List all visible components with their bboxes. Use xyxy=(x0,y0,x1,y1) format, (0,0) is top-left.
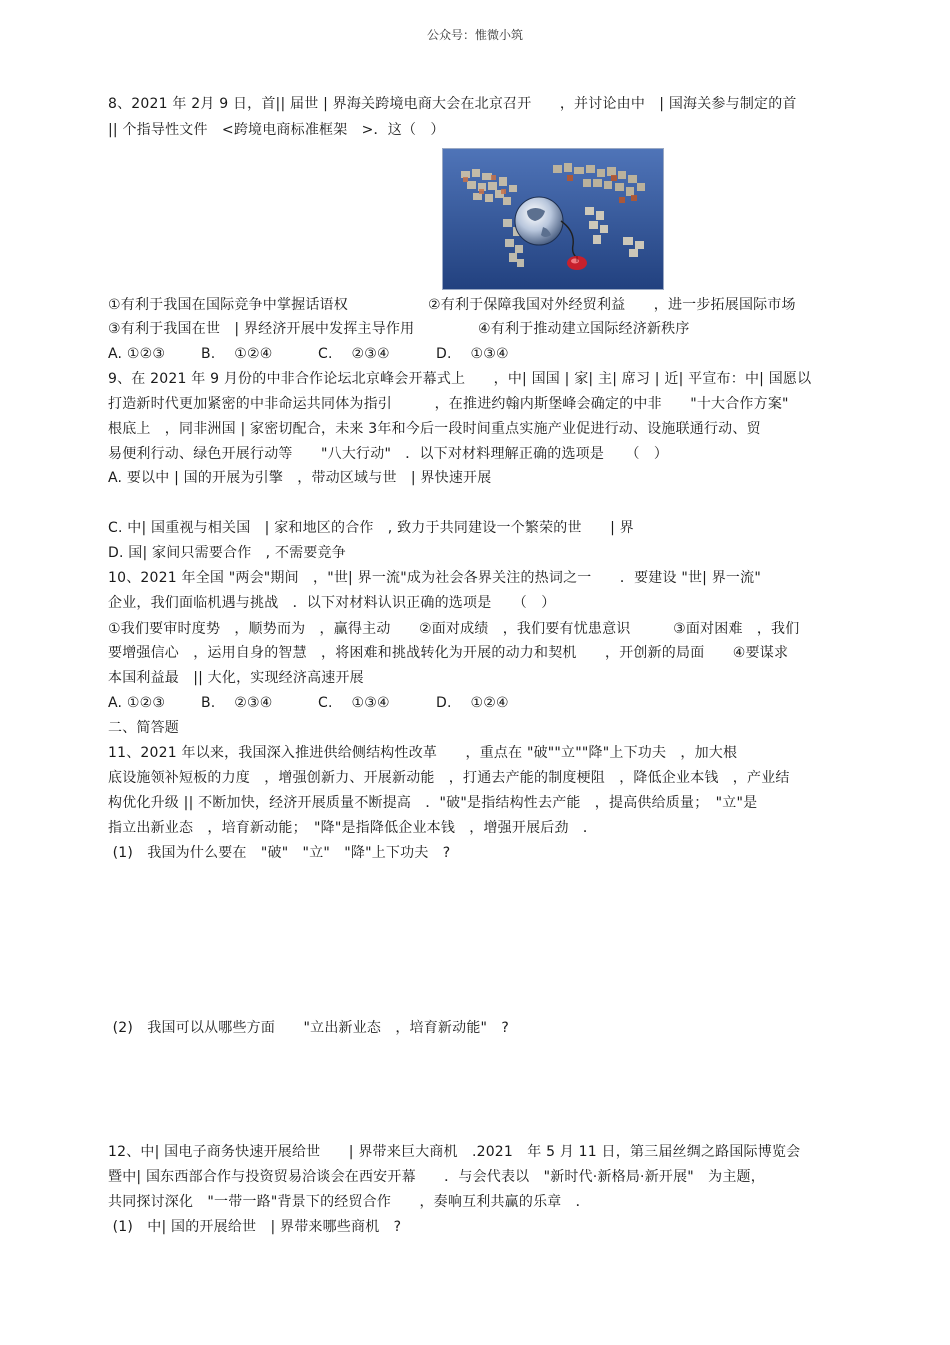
q10-choice-c: C. ①③④ xyxy=(318,695,390,711)
q8-option-2: ②有利于保障我国对外经贸利益 ，进一步拓展国际市场 xyxy=(428,297,796,313)
q12-sub-question-1: (1) 中| 国的开展给世 | 界带来哪些商机 ? xyxy=(108,1219,402,1235)
q10-line-5: 本国利益最 || 大化，实现经济高速开展 xyxy=(108,670,364,686)
q10-choice-d: D. ①②④ xyxy=(436,695,509,711)
q12-line-3: 共同探讨深化 "一带一路"背景下的经贸合作 ，奏响互利共赢的乐章 ． xyxy=(108,1194,590,1210)
q10-line-4: 要增强信心 ，运用自身的智慧 ，将困难和挑战转化为开展的动力和契机 ，开创新的局面 ④要谋求 xyxy=(108,645,789,661)
q9-choice-a: A. 要以中 | 国的开展为引擎 ，带动区域与世 | 界快速开展 xyxy=(108,470,492,486)
q8-line-2: || 个指导性文件 <跨境电商标准框架 >．这（ ） xyxy=(108,122,445,138)
q8-option-1: ①有利于我国在国际竞争中掌握话语权 xyxy=(108,297,348,313)
world-map-collage-image xyxy=(442,148,664,290)
q9-line-4: 易便利行动、绿色开展行动等 "八大行动" ．以下对材料理解正确的选项是 （ ） xyxy=(108,446,669,462)
q8-option-4: ④有利于推动建立国际经济新秩序 xyxy=(478,321,690,337)
q10-choice-b: B. ②③④ xyxy=(201,695,273,711)
q11-line-3: 构优化升级 || 不断加快，经济开展质量不断提高 ．"破"是指结构性去产能 ，提高供给质量； "立"是 xyxy=(108,795,758,811)
q8-choice-a: A. ①②③ xyxy=(108,346,166,362)
q12-line-1: 12、中| 国电子商务快速开展给世 | 界带来巨大商机 .2021 年 5 月 11 日，第三届丝绸之路国际博览会 xyxy=(108,1144,801,1160)
q8-line-1: 8、2021 年 2月 9 日，首|| 届世 | 界海关跨境电商大会在北京召开 ，并讨论由中 | 国海关参与制定的首 xyxy=(108,96,797,112)
q8-option-3: ③有利于我国在世 | 界经济开展中发挥主导作用 xyxy=(108,321,415,337)
q11-line-2: 底设施领补短板的力度 ，增强创新力、开展新动能 ，打通去产能的制度梗阻 ，降低企业本钱 ，产业结 xyxy=(108,770,790,786)
q9-choice-c: C. 中| 国重视与相关国 | 家和地区的合作 , 致力于共同建设一个繁荣的世 | 界 xyxy=(108,520,634,536)
q9-choice-d: D. 国| 家间只需要合作 , 不需要竞争 xyxy=(108,545,346,561)
q10-choice-a: A. ①②③ xyxy=(108,695,166,711)
section-title: 二、简答题 xyxy=(108,720,179,736)
q10-line-2: 企业，我们面临机遇与挑战 ．以下对材料认识正确的选项是 （ ） xyxy=(108,595,556,611)
q11-sub-question-1: (1) 我国为什么要在 "破" "立" "降"上下功夫 ? xyxy=(108,845,451,861)
q10-line-3: ①我们要审时度势 ，顺势而为 ，赢得主动 ②面对成绩 ，我们要有忧患意识 ③面对困难 ，我们 xyxy=(108,621,800,637)
q10-line-1: 10、2021 年全国 "两会"期间 ，"世| 界一流"成为社会各界关注的热词之一 ．要建设 "世| 界一流" xyxy=(108,570,761,586)
q8-choice-c: C. ②③④ xyxy=(318,346,390,362)
q11-line-4: 指立出新业态 ，培育新动能； "降"是指降低企业本钱 ，增强开展后劲 ． xyxy=(108,820,598,836)
q9-line-3: 根底上 ，同非洲国 | 家密切配合，未来 3年和今后一段时间重点实施产业促进行动、设施联通行动、贸 xyxy=(108,421,761,437)
q8-choice-d: D. ①③④ xyxy=(436,346,509,362)
q9-line-2: 打造新时代更加紧密的中非命运共同体为指引 ，在推进约翰内斯堡峰会确定的中非 "十大合作方案" xyxy=(108,396,789,412)
q11-line-1: 11、2021 年以来，我国深入推进供给侧结构性改革 ，重点在 "破""立""降"上下功夫 ，加大根 xyxy=(108,745,738,761)
q12-line-2: 暨中| 国东西部合作与投资贸易洽谈会在西安开幕 ．与会代表以 "新时代·新格局·新开展" 为主题， xyxy=(108,1169,765,1185)
header-text: 公众号：惟微小筑 xyxy=(426,28,523,42)
q9-line-1: 9、在 2021 年 9 月份的中非合作论坛北京峰会开幕式上 ，中| 国国 | 家| 主| 席习 | 近| 平宣布：中| 国愿以 xyxy=(108,371,812,387)
q8-choice-b: B. ①②④ xyxy=(201,346,273,362)
q11-sub-question-2: (2) 我国可以从哪些方面 "立出新业态 ，培育新动能" ? xyxy=(108,1020,509,1036)
